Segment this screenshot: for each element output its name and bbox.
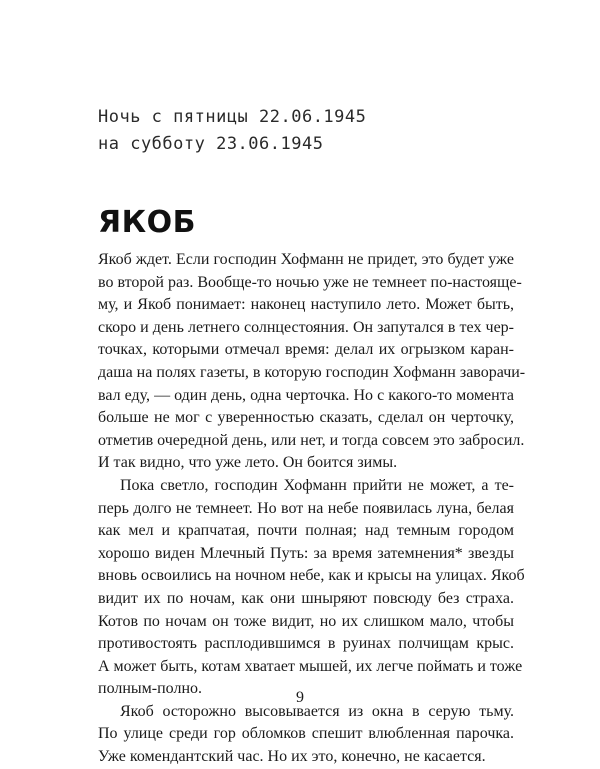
text-line: Якоб ждет. Если господин Хофманн не придет, это будет уже	[98, 251, 514, 268]
text-line: И так видно, что уже лето. Он боится зимы.	[98, 454, 398, 472]
chapter-title: ЯКОБ	[98, 205, 196, 240]
text-line: противостоять расплодившимся в руинах полчищам крыс.	[98, 635, 514, 653]
text-line: вал еду, — один день, одна черточка. Но с какого-то момента	[98, 386, 514, 404]
text-line: видит их по ночам, как они шныряют повсюду без страха.	[98, 589, 514, 607]
text-line: вновь освоились на ночном небе, как и крысы на улицах. Якоб	[98, 567, 525, 585]
paragraph-2	[98, 475, 525, 701]
page-number: 9	[296, 689, 304, 706]
dateline-line-1: Ночь с пятницы 22.06.1945	[98, 107, 367, 127]
text-line: Котов по ночам он тоже видит, но их слишком мало, чтобы	[98, 612, 514, 630]
text-line: больше не мог с уверенностью сказать, сделал он черточку,	[98, 409, 514, 427]
text-line: Якоб осторожно высовывается из окна в серую тьму.	[120, 702, 514, 720]
text-line: точках, которыми отмечал время: делал их огрызком каран-	[98, 341, 514, 359]
text-line: как мел и крапчатая, почти полная; над темным городом	[98, 522, 514, 540]
text-line: Уже комендантский час. Но их это, конечно, не касается.	[98, 748, 486, 766]
text-line: Пока светло, господин Хофманн прийти не может, а те-	[120, 476, 514, 494]
text-line: даша на полях газеты, в которую господин Хофманн заворачи-	[98, 363, 526, 381]
paragraph-3	[98, 701, 514, 769]
text-line: А может быть, котам хватает мышей, их легче поймать и тоже	[98, 657, 523, 675]
text-line: полным-полно.	[98, 680, 202, 698]
text-line: во второй раз. Вообще-то ночью уже не темнеет по-настояще-	[98, 273, 522, 291]
text-line: перь долго не темнеет. Но вот на небе появилась луна, белая	[98, 499, 514, 517]
text-line: отметив очередной день, или нет, и тогда совсем это забросил.	[98, 431, 525, 449]
text-line: По улице среди гор обломков спешит влюбленная парочка.	[98, 725, 514, 743]
text-line: му, и Якоб понимает: наконец наступило лето. Может быть,	[98, 296, 514, 314]
text-line: хорошо виден Млечный Путь: за время затемнения* звезды	[98, 544, 514, 562]
dateline-line-2: на субботу 23.06.1945	[98, 134, 324, 154]
paragraph-1	[98, 249, 526, 475]
text-line: скоро и день летнего солнцестояния. Он запутался в тех чер-	[98, 318, 514, 336]
dateline	[98, 104, 366, 158]
